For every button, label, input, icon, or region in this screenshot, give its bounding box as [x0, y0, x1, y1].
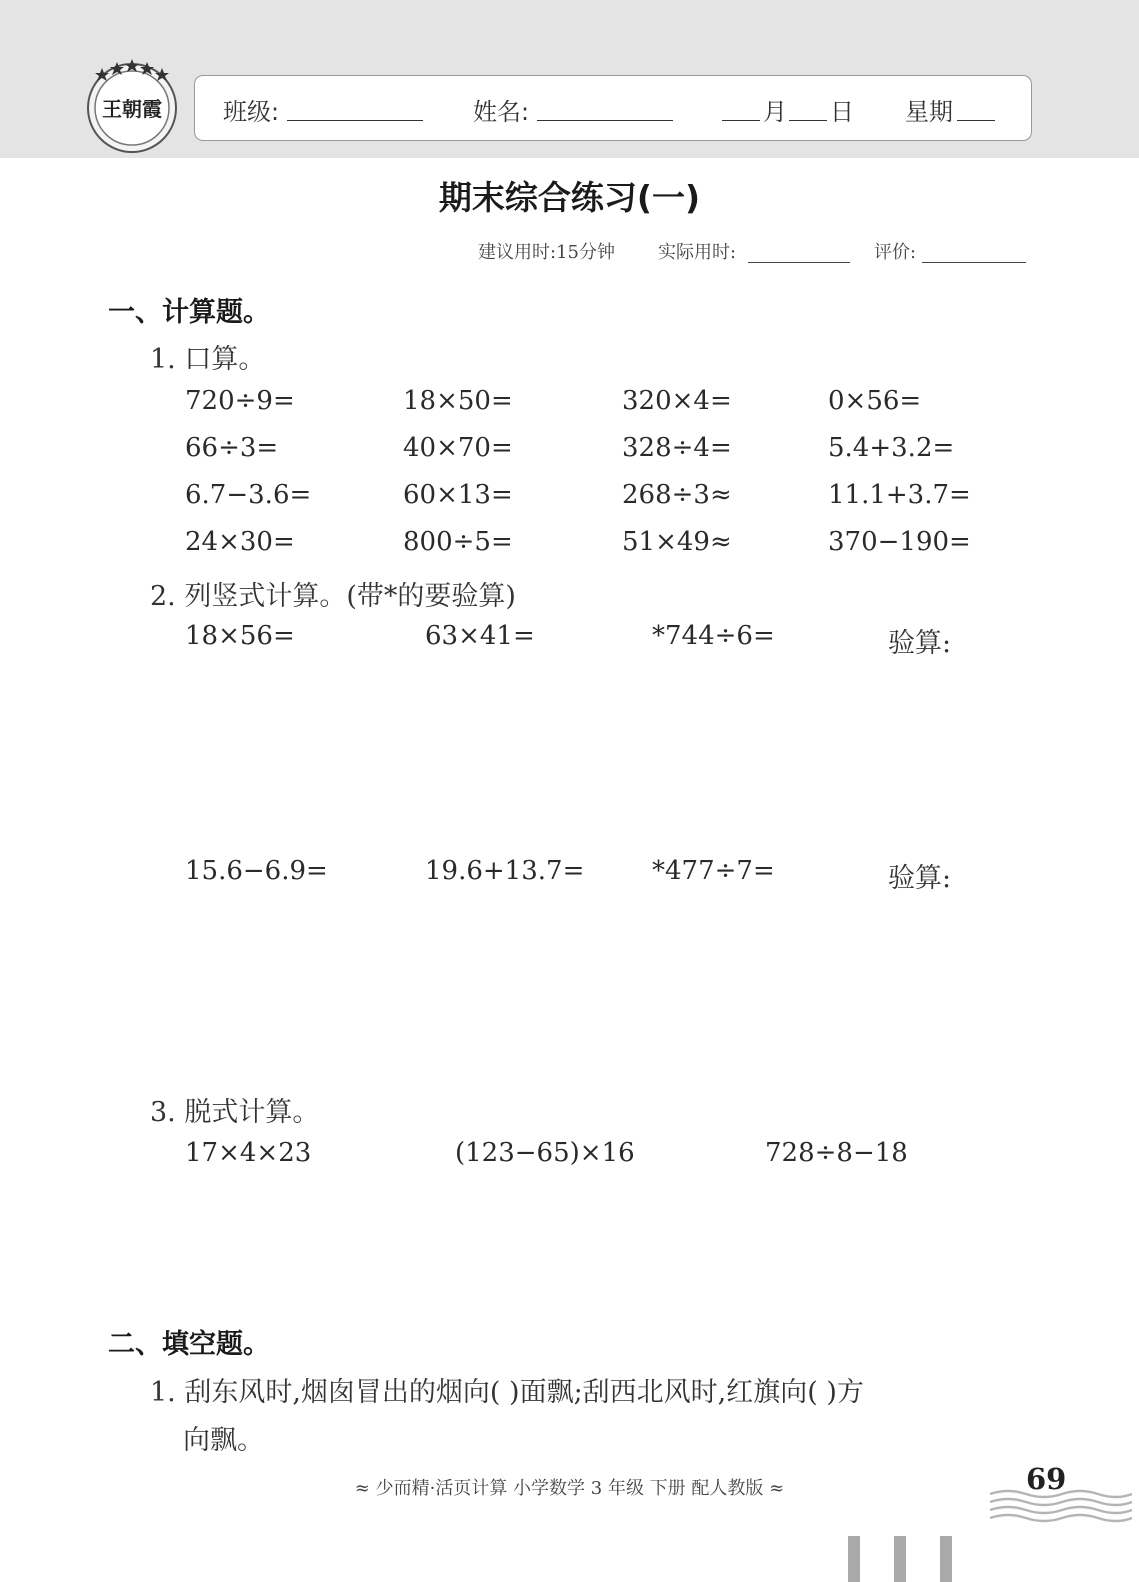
- month-field[interactable]: [722, 120, 760, 121]
- svg-text:王朝霞: 王朝霞: [102, 97, 162, 121]
- oral-problem: 320×4=: [622, 386, 732, 416]
- weekday-label: 星期: [905, 98, 953, 126]
- oral-problem: 800÷5=: [403, 527, 513, 557]
- page-title: 期末综合练习(一): [438, 178, 701, 217]
- oral-problem: 0×56=: [828, 386, 922, 416]
- step-problem: (123−65)×16: [455, 1138, 635, 1168]
- vertical-problem: 15.6−6.9=: [185, 856, 328, 886]
- class-field[interactable]: [287, 120, 423, 121]
- oral-problem: 24×30=: [185, 527, 295, 557]
- class-label: 班级:: [223, 98, 280, 126]
- oral-problem: 268÷3≈: [622, 480, 732, 510]
- day-label: 日: [830, 98, 854, 126]
- edge-tab-marks: [848, 1536, 958, 1582]
- actual-time-field[interactable]: [748, 262, 850, 263]
- fill-blank-question: 1. 刮东风时,烟囱冒出的烟向( )面飘;刮西北风时,红旗向( )方: [150, 1377, 864, 1408]
- oral-problem: 51×49≈: [622, 527, 732, 557]
- section1-heading: 一、计算题。: [108, 297, 270, 328]
- evaluation-label: 评价:: [874, 242, 917, 263]
- weekday-field[interactable]: [957, 120, 995, 121]
- wave-decoration: [990, 1488, 1132, 1524]
- section2-heading: 二、填空题。: [108, 1329, 270, 1360]
- publisher-logo: [84, 58, 180, 154]
- month-label: 月: [763, 98, 787, 126]
- q3-label: 3. 脱式计算。: [150, 1097, 320, 1128]
- vertical-problem: 63×41=: [425, 621, 535, 651]
- oral-problem: 328÷4=: [622, 433, 732, 463]
- oral-problem: 18×50=: [403, 386, 513, 416]
- name-field[interactable]: [537, 120, 673, 121]
- page-number: 69: [1026, 1462, 1067, 1496]
- oral-problem: 66÷3=: [185, 433, 279, 463]
- vertical-problem: *744÷6=: [652, 621, 775, 651]
- oral-problem: 40×70=: [403, 433, 513, 463]
- verification-label: 验算:: [888, 863, 952, 894]
- fill-blank-question-cont: 向飘。: [183, 1425, 264, 1456]
- oral-problem: 6.7−3.6=: [185, 480, 312, 510]
- day-field[interactable]: [789, 120, 827, 121]
- q1-label: 1. 口算。: [150, 344, 266, 375]
- name-label: 姓名:: [473, 98, 530, 126]
- oral-problem: 720÷9=: [185, 386, 295, 416]
- actual-time-label: 实际用时:: [658, 242, 737, 263]
- footer-series: ≈ 少而精·活页计算 小学数学 3 年级 下册 配人教版 ≈: [354, 1478, 785, 1499]
- oral-problem: 5.4+3.2=: [828, 433, 955, 463]
- vertical-problem: *477÷7=: [652, 856, 775, 886]
- q2-label: 2. 列竖式计算。(带*的要验算): [150, 581, 516, 612]
- oral-problem: 60×13=: [403, 480, 513, 510]
- oral-problem: 370−190=: [828, 527, 971, 557]
- student-info-box: [194, 75, 1032, 141]
- evaluation-field[interactable]: [922, 262, 1026, 263]
- step-problem: 728÷8−18: [765, 1138, 908, 1168]
- suggested-time: 建议用时:15分钟: [478, 242, 615, 263]
- step-problem: 17×4×23: [185, 1138, 312, 1168]
- oral-problem: 11.1+3.7=: [828, 480, 971, 510]
- vertical-problem: 19.6+13.7=: [425, 856, 585, 886]
- verification-label: 验算:: [888, 628, 952, 659]
- vertical-problem: 18×56=: [185, 621, 295, 651]
